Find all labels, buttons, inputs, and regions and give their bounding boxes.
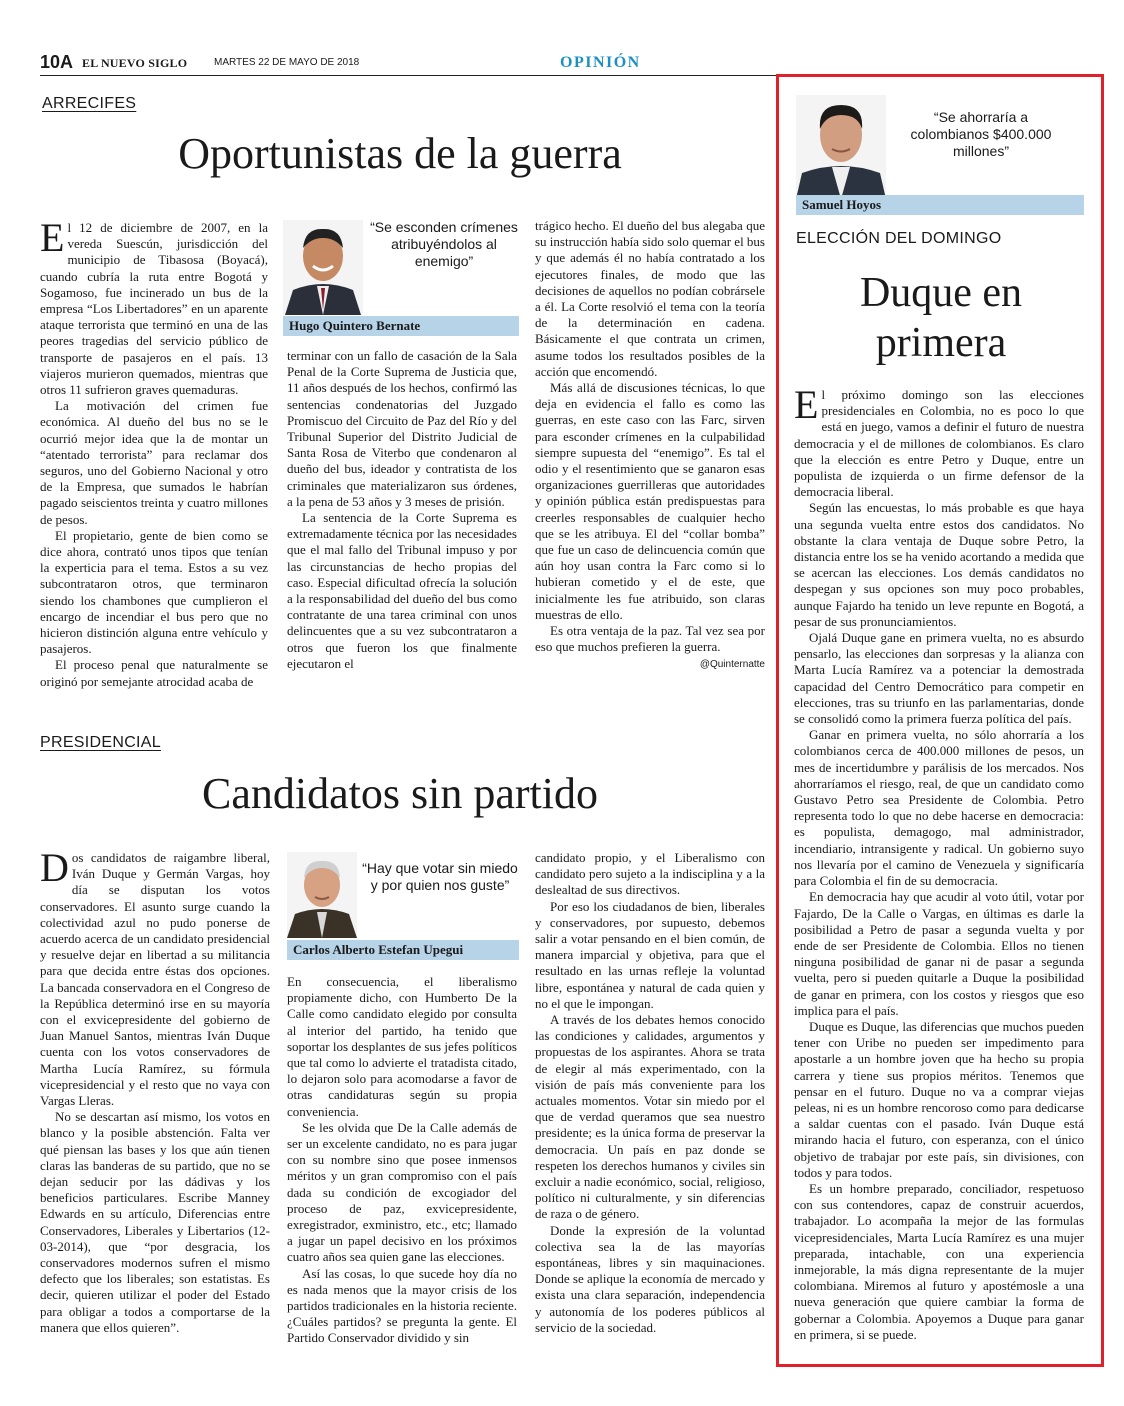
article2-headline: Candidatos sin partido <box>202 769 598 818</box>
article2-column-1 <box>40 845 270 1336</box>
paragraph: Es un hombre preparado, conciliador, respetuoso con sus contendores, capaz de construir acuerdos, trabajador. Lo acompaña la mejor de las formulas vicepresidenciales, Marta Lucía Ramírez es una mujer preparada, intachable, con una experiencia inmejorable, la más digna representante de la mujer colombiana. Miremos al futuro y apostémosle a una nueva generación que quiere cambiar la forma de gobernar a Colombia. Apoyemos a Duque para ganar en primera, si se puede. <box>794 1180 1084 1342</box>
article1-column-3 <box>535 218 765 674</box>
paragraph: trágico hecho. El dueño del bus alegaba que su instrucción había sido solo quemar el bus y que además él no había contratado a los ejecutores finales, de modo que las decisiones de aquellos no podían cobrársele a él. La Corte resolvió el tema con la teoría de la determinación en cadena. Básicamente el que contrata un crimen, asume todos los resultados posibles de la acción que encomendó. <box>535 218 765 379</box>
pull-quote: “Se ahorraría a colombianos $400.000 millones” <box>910 109 1052 159</box>
article2-column-3 <box>535 850 765 1336</box>
drop-cap: E <box>794 382 819 427</box>
author-photo <box>283 220 363 315</box>
article2-kicker: PRESIDENCIAL <box>40 734 161 751</box>
paragraph: os candidatos de raigambre liberal, Iván Duque y Germán Vargas, hoy día se disputan los votos conservadores. El asunto surge cuando la colectividad azul no pudo ponerse de acuerdo acerca de un candidato presidencial y resuelve dejar en libertad a su militancia para que decida entre éstas dos opciones. La bancada conservadora en el Congreso de la República determinó irse en su mayoría con el exvicepresidente del gobierno de Juan Manuel Santos, mientras Iván Duque cuenta con los votos conservadores de Martha Lucía Ramírez, su fórmula vicepresidencial y el resto que no vaya con Vargas Lleras. <box>40 850 270 1109</box>
paragraph: Se les olvida que De la Calle además de ser un excelente candidato, no es para jugar con su nombre sino que posee inmensos méritos y un gran compromiso con el país dada su condición de excogiador del proceso de paz, exvicepresidente, exregistrador, exministro, etc., etc; llamado a jugar un papel decisivo en los próximos cuatro años sea quien gane las elecciones. <box>287 1119 517 1265</box>
newspaper-name: EL NUEVO SIGLO <box>82 56 188 70</box>
paragraph: La sentencia de la Corte Suprema es extremadamente técnica por las necesidades que el mal fallo del Tribunal impuso y por las circunstancias de hecho propias del caso. Especial dificultad ofrecía la solución a la responsabilidad del dueño del bus como contratante de una tarea criminal con unos delincuentes que a su vez subcontrataron a otros que fueron los que finalmente ejecutaron el <box>287 510 517 671</box>
paragraph: Más allá de discusiones técnicas, lo que deja en evidencia el fallo es como las guerras, en este caso con las Farc, sirven para esconder crímenes en la culpabilidad siempre supuesta del “enemigo”. Es tal el odio y el resentimiento que se ganaron esas organizaciones guerrilleras que autoridades y opinión pública están predispuestas para creerles responsables de cualquier hecho que se les atribuya. El del “collar bomba” que fue un caso de delincuencia común que aún hoy usan contra la Farc como si lo hubieran cometido y el de este, que inicialmente les fue atribuido, son claras muestras de ello. <box>535 380 765 622</box>
article1-kicker: ARRECIFES <box>42 95 137 112</box>
article2-author-box <box>287 852 519 960</box>
paragraph: Es otra ventaja de la paz. Tal vez sea por eso que muchos prefieren la guerra. <box>535 623 765 655</box>
paragraph: A través de los debates hemos conocido las condiciones y calidades, argumentos y propuestas de los aspirantes. Ahora se trata de elegir al más experimentado, con la visión de país más conveniente para los actuales momentos. Votar sin miedo por el que de verdad queramos que sea nuestro presidente; es la única forma de preservar la democracia. Un país en paz donde se respeten los derechos humanos y civiles sin excluir a nadie económico, social, religioso, político ni culturalmente, y sin diferencias de raza o de género. <box>535 1012 765 1222</box>
article1-author-box <box>283 215 519 335</box>
section-title: OPINIÓN <box>560 54 641 71</box>
paragraph: Así las cosas, lo que sucede hoy día no es nada menos que la mayor crisis de los partidos tradicionales en la historia reciente. ¿Cuáles partidos? se pregunta la gente. El Partido Conservador dividido y sin <box>287 1265 517 1346</box>
paragraph: En consecuencia, el liberalismo propiamente dicho, con Humberto De la Calle como candidato elegido por consulta al interior del partido, ha tenido que soportar los desplantes de sus jefes políticos que tal como lo advierte el tratadista citado, lo dejaron solo para acomodarse a favor de otras candidaturas según su propia conveniencia. <box>287 974 517 1119</box>
author-photo <box>287 852 357 938</box>
author-photo <box>796 95 886 199</box>
article3-author-box <box>796 95 1084 217</box>
author-name: Hugo Quintero Bernate <box>283 316 519 336</box>
page-header <box>40 52 1104 76</box>
article3-body <box>794 382 1084 1343</box>
paragraph: Donde la expresión de la voluntad colectiva sea la de las mayorías espontáneas, libres y sin maquinaciones. Donde se aplique la economía de mercado y exista una clara separación, independencia y autonomía de los poderes públicos al servicio de la sociedad. <box>535 1222 765 1335</box>
pull-quote: “Se esconden crímenes atribuyéndolos al enemigo” <box>370 219 518 269</box>
paragraph: Ojalá Duque gane en primera vuelta, no es absurdo pensarlo, las elecciones dan sorpresas y la alianza con Marta Lucía Ramírez va a potenciar la demostrada capacidad del Centro Democrático para competir en elecciones, tras su triunfo en las parlamentarias, donde se consolidó como la primera fuerza política del país. <box>794 630 1084 727</box>
page-number: 10A <box>40 52 74 72</box>
paragraph: l 12 de diciembre de 2007, en la vereda Suescún, jurisdicción del municipio de Tibasosa (Boyacá), cuando cubría la ruta entre Bogotá y Sogamoso, fue incinerado un bus de la empresa “Los Libertadores” en un aparente ataque terrorista que terminó en una de las peores tragedias del servicio público de transporte de pasajeros en el país. 13 viajeros murieron quemados, mientras que otros 11 sufrieron graves quemaduras. <box>40 220 268 398</box>
drop-cap: E <box>40 215 65 260</box>
paragraph: En democracia hay que acudir al voto útil, votar por Fajardo, De la Calle o Vargas, en últimas es darle la posibilidad a Petro de pasar a segunda vuelta y por ende de ser Presidente de Colombia. Ellos no tienen ninguna posibilidad de ganar ni de pasar a segunda vuelta, pero si pueden quitarle a Duque la posibilidad de ganar en primera, con los costos y riesgos que eso implica para el país. <box>794 889 1084 1018</box>
issue-date: MARTES 22 DE MAYO DE 2018 <box>214 57 360 68</box>
article1-column-2 <box>287 348 517 672</box>
author-name: Samuel Hoyos <box>796 195 1084 215</box>
article3-kicker: ELECCIÓN DEL DOMINGO <box>796 230 1002 247</box>
author-name: Carlos Alberto Estefan Upegui <box>287 940 519 960</box>
paragraph: La motivación del crimen fue económica. Al dueño del bus no se le ocurrió mejor idea que la de montar un “atentado terrorista” para reclamar dos seguros, uno del Gobierno Nacional y otro de la Empresa, que sumados le habrían pagado seiscientos treinta y cuatro millones de pesos. <box>40 398 268 527</box>
paragraph: Por eso los ciudadanos de bien, liberales y conservadores, por supuesto, debemos salir a votar pensando en el bien común, de manera imparcial y objetiva, para que el resultado en las urnas refleje la voluntad libre, espontánea y natural de cada quien y no el que le impongan. <box>535 898 765 1011</box>
paragraph: terminar con un fallo de casación de la Sala Penal de la Corte Suprema de Justicia que, 11 años después de los hechos, confirmó las sentencias condenatorias del Juzgado Promiscuo del Circuito de Paz del Río y del Tribunal Superior del Distrito Judicial de Santa Rosa de Viterbo que condenaron al dueño del bus, ideador y contratista de los criminales que materializaron sus órdenes, a la pena de 53 años y 3 meses de prisión. <box>287 348 517 509</box>
paragraph: El proceso penal que naturalmente se originó por semejante atrocidad acaba de <box>40 657 268 689</box>
paragraph: Ganar en primera vuelta, no sólo ahorraría a los colombianos cerca de 400.000 millones de pesos, un mes de incertidumbre y parálisis de los mercados. Nos ahorraríamos el riesgo, real, de que un candidato como Gustavo Petro sea Presidente de Colombia. Petro representa todo lo que no debe hacerse en democracia: es populista, demagogo, mal administrador, incendiario, intransigente y radical. Un gobierno suyo nos llevaría por el camino de Venezuela y significaría para Colombia el fin de su democracia. <box>794 727 1084 889</box>
paragraph: l próximo domingo son las elecciones presidenciales en Colombia, no es poco lo que está en juego, vamos a definir el futuro de nuestra democracia y el de millones de colombianos. Es claro que la elección es entre Petro y Duque, entre un populista de izquierda o un firme defensor de la democracia liberal. <box>794 387 1084 500</box>
pull-quote: “Hay que votar sin miedo y por quien nos guste” <box>362 860 518 893</box>
paragraph: No se descartan así mismo, los votos en blanco y la posible abstención. Falta ver qué piensan las bases y los que aún tienen claras las banderas de su partido, que no se dejan seducir por las dádivas y los beneficios particulares. Escribe Manney Edwards en su artículo, Diferencias entre Conservadores, Liberales y Libertarios (12-03-2014), que “por desgracia, los conservadores modernos sufren el mismo defecto que los liberales; son estatistas. Es decir, quieren utilizar el poder del Estado para obligar a todos a comportarse de la manera que ellos quieren”. <box>40 1109 270 1335</box>
article2-column-2 <box>287 974 517 1347</box>
paragraph: El propietario, gente de bien como se dice ahora, contrató unos tipos que tenían la experticia para el tema. Estos a su vez subcontrataron otros, que terminaron siendo los chambones que cumplieron el encargo de incendiar el bus pero que no hicieron distinción alguna entre vehículo y pasajeros. <box>40 527 268 657</box>
paragraph: Según las encuestas, lo más probable es que haya una segunda vuelta entre estos dos candidatos. No obstante la clara ventaja de Duque sobre Petro, la distancia entre los se ha venido acortando a medida que se acercan las elecciones. Los demás candidatos no despegan y sus opciones son muy poco probables, aunque Fajardo ha tenido un leve repunte en Bogotá, a pesar de sus pronunciamientos. <box>794 500 1084 629</box>
author-handle: @Quinternatte <box>699 659 765 671</box>
drop-cap: D <box>40 845 69 890</box>
article1-headline: Oportunistas de la guerra <box>178 129 622 178</box>
paragraph: Duque es Duque, las diferencias que muchos pueden tener con Uribe no pueden ser impedimento para apostarle a un hombre joven que ha hecho su propia carrera y tiene sus propios méritos. Tenemos que pensar en el futuro. Duque no va a comprar viejas peleas, ni es un hombre rencoroso como para dedicarse a saldar cuentas con el pasado. Iván Duque está mirando hacia el futuro, con esperanza, con el único objetivo de trabajar por este país, sin divisiones, con todos y para todos. <box>794 1018 1084 1180</box>
article3-headline: Duque en primera <box>859 270 1023 366</box>
article1-column-1 <box>40 215 268 690</box>
paragraph: candidato propio, y el Liberalismo con candidato pero sujeto a la indisciplina y a la deslealtad de sus directivos. <box>535 850 765 898</box>
